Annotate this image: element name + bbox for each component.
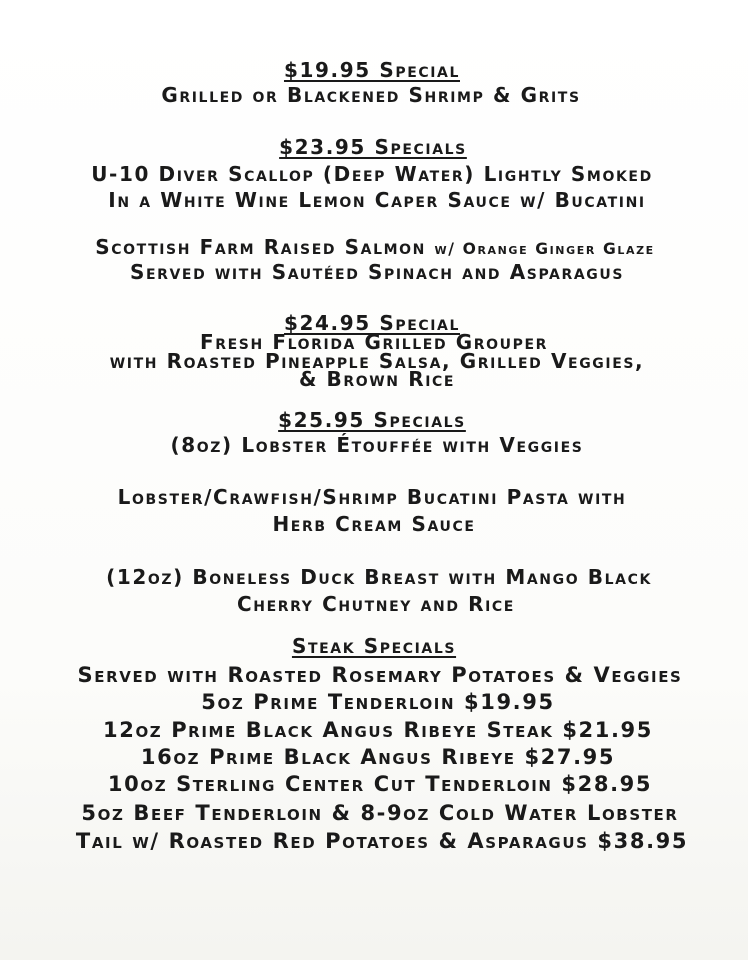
section-heading-24-95: $24.95 Special [283, 311, 460, 335]
steak-item-surf-turf-line-1: 5oz Beef Tenderloin & 8-9oz Cold Water Lobster [81, 801, 679, 825]
menu-item-shrimp-grits: Grilled or Blackened Shrimp & Grits [161, 83, 581, 107]
section-heading-19-95: $19.95 Special [283, 58, 460, 82]
section-heading-steak: Steak Specials [291, 634, 457, 658]
menu-item-bucatini-line-2: Herb Cream Sauce [272, 512, 476, 536]
menu-item-grouper-line-1: Fresh Florida Grilled Grouper [199, 330, 549, 354]
menu-item-duck-line-2: Cherry Chutney and Rice [237, 592, 515, 616]
salmon-name: Scottish Farm Raised Salmon [95, 235, 426, 259]
menu-item-salmon-line-2: Served with Sautéed Spinach and Asparagus [129, 260, 625, 284]
menu-item-bucatini-line-1: Lobster/Crawfish/Shrimp Bucatini Pasta with [117, 485, 627, 509]
menu-item-grouper-line-3: & Brown Rice [298, 367, 456, 391]
section-heading-23-95: $23.95 Specials [279, 135, 467, 159]
menu-item-salmon-line-1 [1, 237, 748, 258]
menu-item-scallop-line-1: U-10 Diver Scallop (Deep Water) Lightly Smoked [91, 162, 653, 186]
steak-item-16oz-ribeye: 16oz Prime Black Angus Ribeye $27.95 [140, 745, 616, 769]
steak-item-surf-turf-line-2: Tail w/ Roasted Red Potatoes & Asparagus $38.95 [75, 829, 689, 853]
section-heading-25-95: $25.95 Specials [278, 408, 466, 432]
menu-item-lobster-etouffee: (8oz) Lobster Étouffée with Veggies [170, 433, 584, 457]
salmon-glaze: w/ Orange Ginger Glaze [434, 240, 655, 258]
steak-served-with: Served with Roasted Rosemary Potatoes & Veggies [77, 663, 683, 687]
steak-item-10oz-tenderloin: 10oz Sterling Center Cut Tenderloin $28.95 [107, 772, 653, 796]
menu-item-duck-line-1: (12oz) Boneless Duck Breast with Mango Black [106, 565, 652, 589]
steak-item-12oz-ribeye: 12oz Prime Black Angus Ribeye Steak $21.95 [103, 718, 653, 742]
menu-item-grouper-line-2: with Roasted Pineapple Salsa, Grilled Veggies, [109, 349, 645, 373]
steak-item-5oz-tenderloin: 5oz Prime Tenderloin $19.95 [201, 690, 555, 714]
menu-item-scallop-line-2: In a White Wine Lemon Caper Sauce w/ Bucatini [108, 188, 646, 212]
